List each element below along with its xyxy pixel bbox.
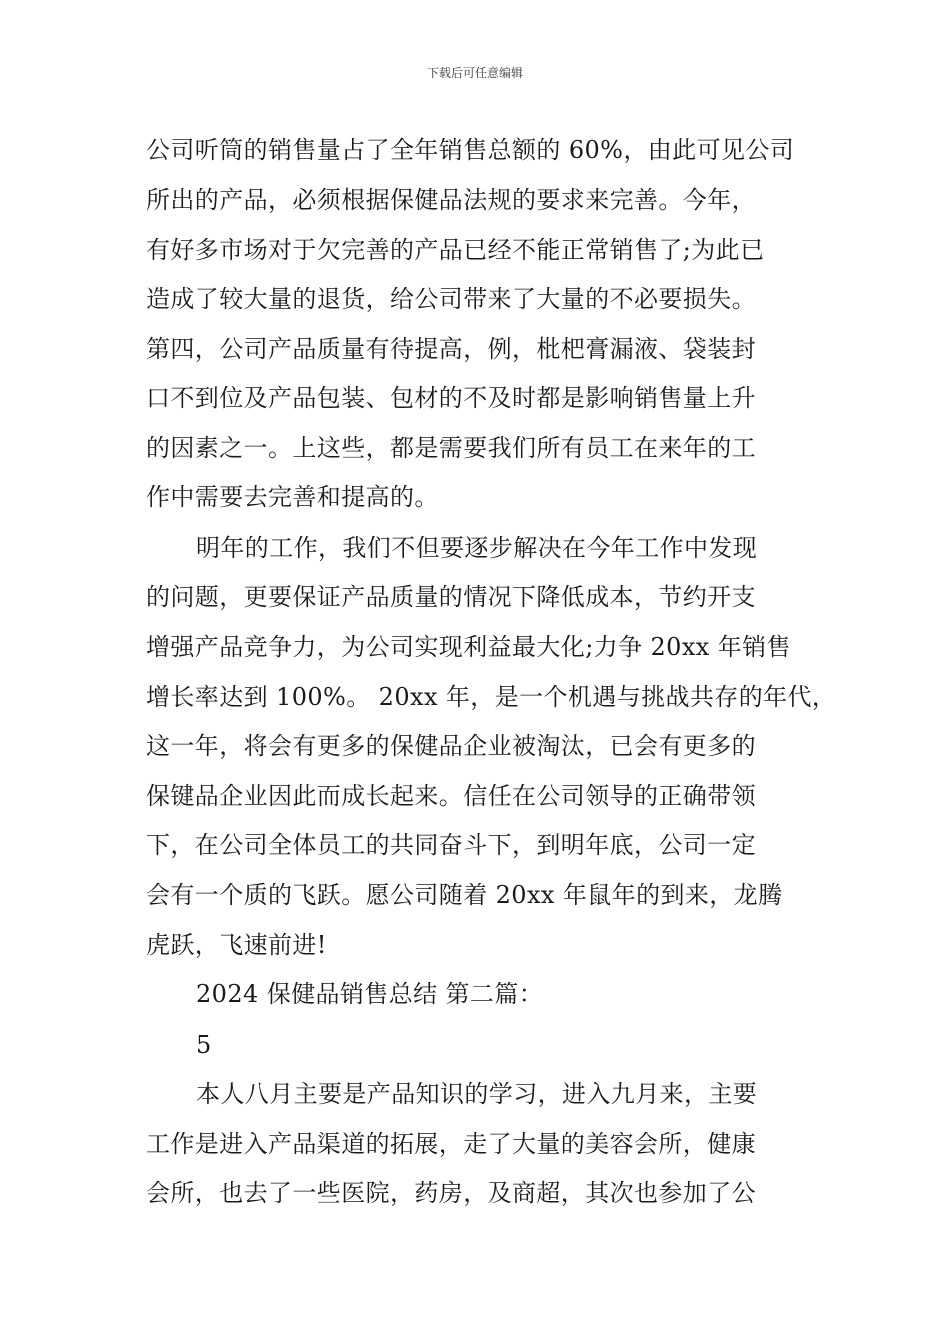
text-line: 口不到位及产品包装、包材的不及时都是影响销售量上升	[146, 384, 756, 412]
section-number: 5	[196, 1031, 212, 1059]
text-line: 增长率达到 100%。 20xx 年，是一个机遇与挑战共存的年代，	[146, 683, 837, 711]
text-line: 的问题，更要保证产品质量的情况下降低成本，节约开支	[146, 583, 756, 611]
text-line: 的因素之一。上这些，都是需要我们所有员工在来年的工	[146, 434, 756, 462]
text-line: 明年的工作，我们不但要逐步解决在今年工作中发现	[196, 534, 758, 562]
text-line: 本人八月主要是产品知识的学习，进入九月来，主要	[196, 1080, 758, 1108]
text-line: 增强产品竞争力，为公司实现利益最大化;力争 20xx 年销售	[146, 633, 791, 661]
text-line: 第四，公司产品质量有待提高，例，枇杷膏漏液、袋装封	[146, 335, 756, 363]
text-line: 虎跃，飞速前进!	[146, 931, 327, 959]
text-line: 工作是进入产品渠道的拓展，走了大量的美容会所，健康	[146, 1130, 756, 1158]
text-line: 下，在公司全体员工的共同奋斗下，到明年底，公司一定	[146, 831, 756, 859]
text-line: 保键品企业因此而成长起来。信任在公司领导的正确带领	[146, 782, 756, 810]
text-line: 会有一个质的飞跃。愿公司随着 20xx 年鼠年的到来，龙腾	[146, 881, 783, 909]
text-line: 有好多市场对于欠完善的产品已经不能正常销售了;为此已	[146, 236, 765, 264]
text-line: 所出的产品，必须根据保健品法规的要求来完善。今年，	[146, 186, 756, 214]
section-title: 2024 保健品销售总结 第二篇：	[196, 980, 544, 1008]
page-header: 下载后可任意编辑	[426, 66, 523, 80]
text-line: 会所，也去了一些医院，药房，及商超，其次也参加了公	[146, 1179, 756, 1207]
text-line: 公司听筒的销售量占了全年销售总额的 60%，由此可见公司	[146, 136, 795, 164]
text-line: 造成了较大量的退货，给公司带来了大量的不必要损失。	[146, 285, 756, 313]
text-line: 作中需要去完善和提高的。	[146, 483, 439, 511]
text-line: 这一年，将会有更多的保健品企业被淘汰，已会有更多的	[146, 732, 756, 760]
